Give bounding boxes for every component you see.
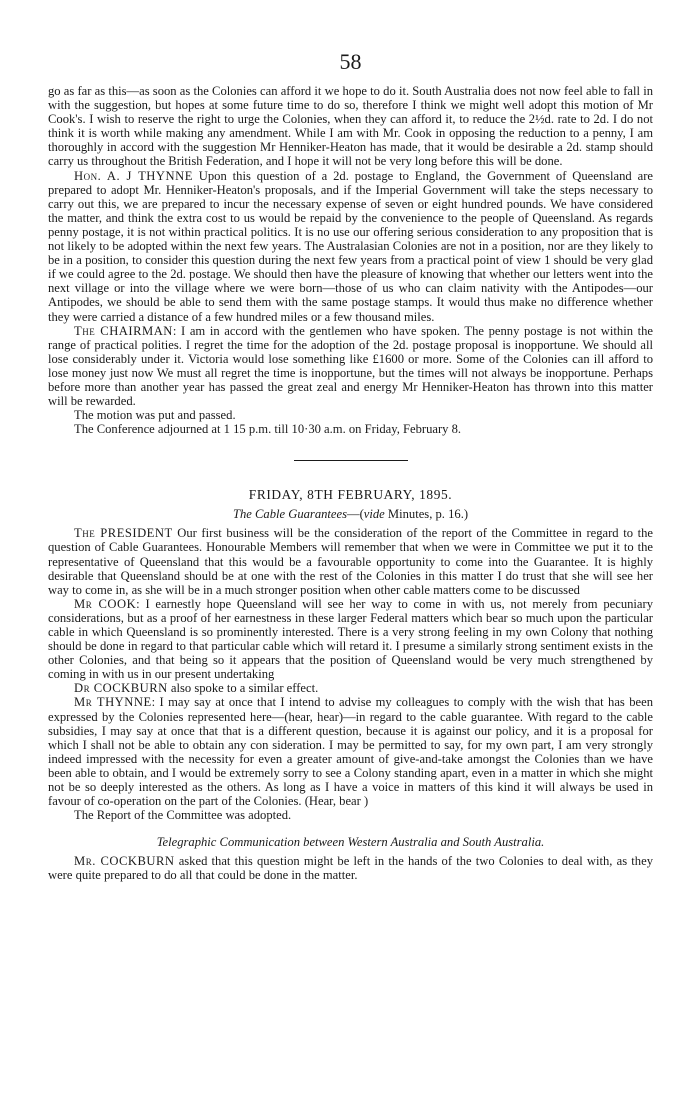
paragraph: [48, 597, 653, 682]
spacer: [48, 822, 653, 831]
paragraph: The motion was put and passed.: [74, 408, 236, 423]
paragraph: [48, 681, 653, 695]
speaker-name: Hon. A. J THYNNE: [74, 168, 193, 183]
speaker-name: Dr COCKBURN: [74, 681, 168, 696]
paragraph: [48, 526, 653, 596]
sub-heading: Telegraphic Communication between Western Australia and South Australia.: [156, 835, 545, 850]
speaker-name: Mr THYNNE: [74, 695, 152, 710]
paragraph: go as far as this—as soon as the Colonies can afford it we hope to do it. South Australia does not now feel able to fall in with the suggestion, but hopes at some future time to do so, therefore I think we might well adopt this motion of Mr Cook's. I wish to reserve the right to urge the Colonies, when they can afford it, to reduce the 2½d. rate to 2d. I do not think it is worth while making any amendment. While I am with Mr. Cook in opposing the reduction to a penny, I am thoroughly in accord with the suggestion Mr Henniker-Heaton has made, that it would be desirable a 2d. stamp should carry us throughout the British Federation, and I hope it will not be very long before this will be done.: [48, 84, 653, 169]
sub-heading-ref-open: —(: [347, 507, 364, 522]
sub-heading-vide: vide: [363, 507, 385, 522]
date-heading: FRIDAY, 8TH FEBRUARY, 1895.: [248, 487, 453, 503]
paragraph: [48, 695, 653, 808]
paragraph: [48, 324, 653, 409]
paragraph: The Report of the Committee was adopted.: [74, 808, 292, 823]
speech-text: Upon this question of a 2d. postage to England, the Government of Queensland are prepared to adopt Mr. Henniker-Heaton's proposals, and if the Imperial Government will take the steps necessary to carry out this, we are prepared to incur the necessary expense of seven or eight hundred pounds. We have considered the matter, and think the extra cost to us would be repaid by the convenience to the people of Queensland. As regards penny postage, it is not within practical politics. It is no use our offering serious consideration to any proposition that is not likely to be adopted within the next few years. The Australasian Colonies are not in a position, nor are they likely to be in a position, to consider this question during the next few years from a practical point of view 1 should be very glad if we could agree to the 2d. postage. We should then have the pleasure of knowing that whether our letters went into the next village or into the village where we were born—those of us who can claim nativity with the Antipodes—our Antipodes, we should be able to send them with the same postage stamps. It would thus make no difference whether they were carried a distance of a few hundred miles or a few thousand miles.: [48, 168, 653, 324]
sub-heading: [48, 507, 653, 522]
speech-text: also spoke to a similar effect.: [167, 681, 319, 696]
paragraph: [48, 854, 653, 882]
speech-text: : I am in accord with the gentlemen who have spoken. The penny postage is not within the range of practical polities. I regret the time for the adoption of the 2d. postage proposal is inopportune. We should all lose considerably under it. Victoria would lose something like £1600 or more. Some of the Colonies can ill afford to lose money just now We must all regret the time is inopportune, but the times will not always be inopportune. Perhaps before more than another year has passed the great zeal and energy Mr Henniker-Heaton has thrown into this matter will be rewarded.: [48, 323, 653, 409]
sub-heading-ref-close: Minutes, p. 16.): [384, 507, 469, 522]
speech-text: asked that this question might be left in the hands of the two Colonies to deal with, as they were quite prepared to do all that could be done in the matter.: [48, 854, 653, 883]
page-number: 58: [339, 49, 362, 74]
speech-text: : I may say at once that I intend to advise my colleagues to comply with the wish that has been expressed by the Colonies represented here—(hear, hear)—in regard to the cable guarantee. With regard to the cable subsidies, I may say at once that that is a different question, because it is against our policy, and it is a proposal for which I shall not be able to obtain any con sideration. I may be permitted to say, for my own part, I am very strongly indeed impressed with the necessity for even a greater amount of give-and-take amongst the Colonies than we have been able to obtain, and I would be extremely sorry to see a Colony standing apart, even in a matter in which she might not be so deeply interested as the others. As long as I have a voice in matters of this kind it will always be used in favour of co-operation on the part of the Colonies. (Hear, bear ): [48, 695, 653, 809]
speaker-name: The CHAIRMAN: [74, 323, 173, 338]
speech-text: : I earnestly hope Queensland will see her way to come in with us, not merely from pecuniary considerations, but as a proof of her earnestness in these larger Federal matters which bear so much upon the particular cable in which Queensland is so prominently interested. There is a very strong feeling in my own Colony that nothing should be done in regard to that particular cable which will retard it. I presume a similarly strong sentiment exists in the other Colonies, and that being so it appears that the position of Queensland would be very much strengthened by coming in with us in our present undertaking: [48, 596, 653, 682]
document-body: [48, 84, 653, 883]
speaker-name: Mr. COCKBURN: [74, 854, 175, 869]
paragraph: The Conference adjourned at 1 15 p.m. till 10·30 a.m. on Friday, February 8.: [74, 422, 462, 437]
section-divider: [294, 460, 408, 461]
speech-text: Our first business will be the consideration of the report of the Committee in regard to the question of Cable Guarantees. Honourable Members will remember that when we were in Committee we put it to the representative of Queensland that this would be a favourable opportunity to come into the Guarantee. It is highly desirable that Queensland should be at one with the rest of the Colonies in this matter I do trust that she will see her way to come in, as she will be in a much stronger position when other cable matters come to be discussed: [48, 526, 653, 597]
paragraph: [48, 169, 653, 324]
speaker-name: Mr COOK: [74, 596, 137, 611]
sub-heading-title: The Cable Guarantees: [232, 507, 347, 522]
speaker-name: The PRESIDENT: [74, 526, 173, 541]
